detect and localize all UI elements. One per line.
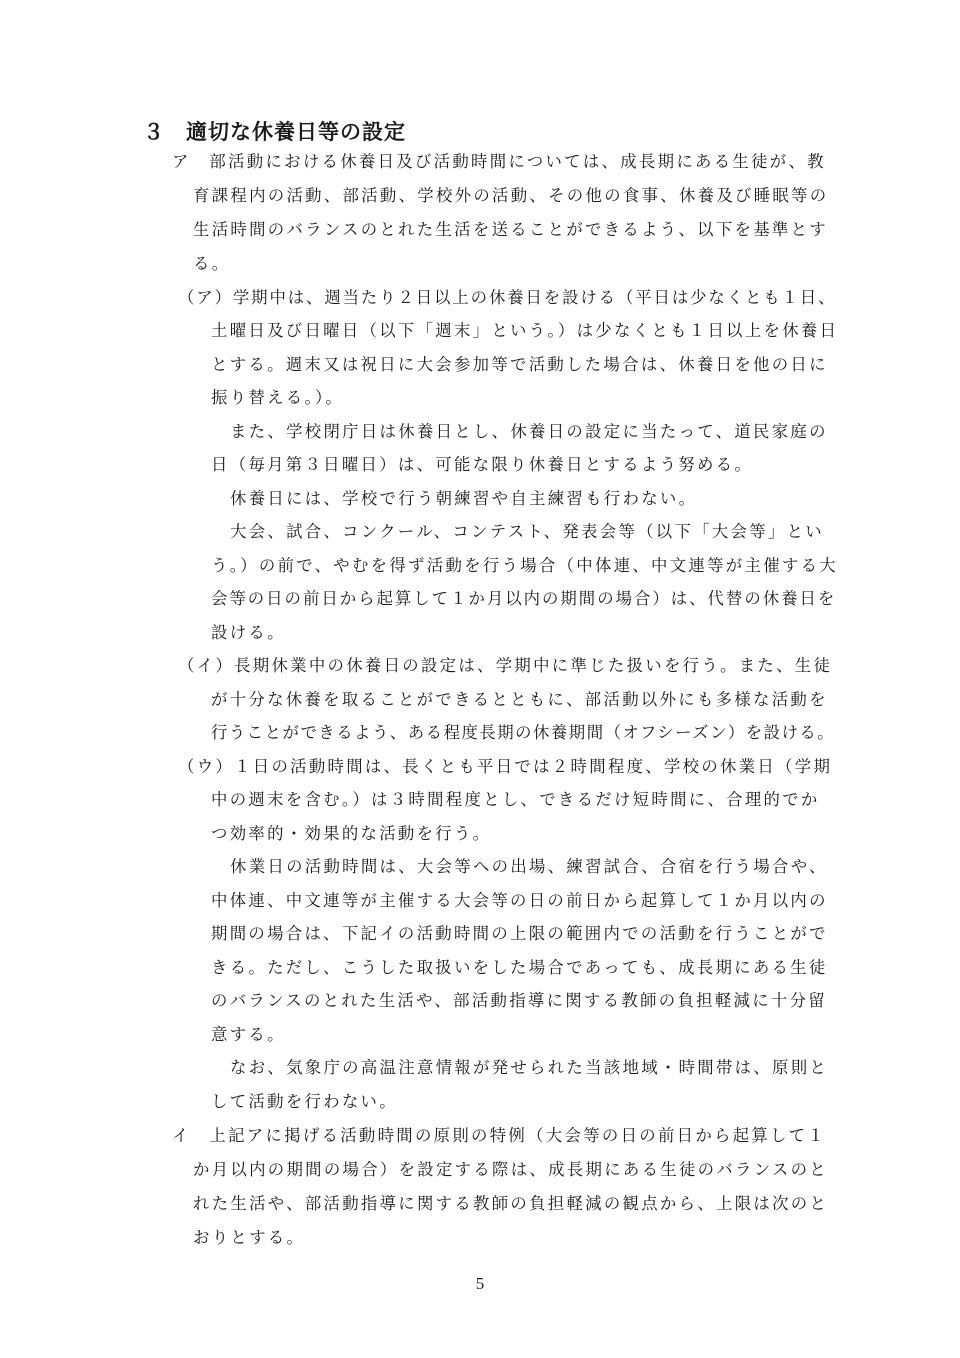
paragraph-line: れた生活や、部活動指導に関する教師の負担軽減の観点から、上限は次のと [193, 1194, 829, 1213]
paragraph-line: か月以内の期間の場合）を設定する際は、成長期にある生徒のバランスのと [193, 1160, 828, 1179]
paragraph-line: おりとする。 [193, 1228, 306, 1247]
paragraph-line: つ効率的・効果的な活動を行う。 [211, 824, 492, 843]
paragraph-line: 会等の日の前日から起算して１か月以内の期間の場合）は、代替の休養日を [211, 589, 837, 608]
paragraph-line: （ア）学期中は、週当たり２日以上の休養日を設ける（平日は少なくとも１日、 [178, 288, 837, 307]
section-number: ３ [143, 120, 165, 144]
paragraph-line: （イ）長期休業中の休養日の設定は、学期中に準じた扱いを行う。また、生徒 [178, 656, 833, 675]
paragraph-line: イ 上記アに掲げる活動時間の原則の特例（大会等の日の前日から起算して１ [172, 1126, 827, 1145]
paragraph-line: して活動を行わない。 [211, 1092, 398, 1111]
paragraph-line: のバランスのとれた生活や、部活動指導に関する教師の負担軽減に十分留 [211, 991, 827, 1010]
paragraph-line: なお、気象庁の高温注意情報が発せられた当該地域・時間帯は、原則と [230, 1058, 829, 1077]
paragraph-line: 日（毎月第３日曜日）は、可能な限り休養日とするよう努める。 [211, 455, 754, 474]
paragraph-line: る。 [193, 254, 231, 273]
paragraph-line: 設ける。 [211, 623, 286, 642]
paragraph-line: 意する。 [211, 1025, 286, 1044]
paragraph-line: とする。週末又は祝日に大会参加等で活動した場合は、休養日を他の日に [211, 355, 828, 374]
paragraph-line: また、学校閉庁日は休養日とし、休養日の設定に当たって、道民家庭の [230, 422, 828, 441]
paragraph-line: 行うことができるよう、ある程度長期の休養期間（オフシーズン）を設ける。 [211, 723, 836, 742]
section-title: 適切な休養日等の設定 [186, 120, 406, 144]
paragraph-line: 土曜日及び日曜日（以下「週末」という。）は少なくとも１日以上を休養日 [211, 321, 839, 340]
paragraph-line: 休養日には、学校で行う朝練習や自主練習も行わない。 [230, 489, 698, 508]
section-heading [143, 116, 406, 146]
paragraph-line: う。）の前で、やむを得ず活動を行う場合（中体連、中文連等が主催する大 [211, 556, 838, 575]
paragraph-line: 中の週末を含む。）は３時間程度とし、できるだけ短時間に、合理的でか [211, 790, 820, 809]
paragraph-line: 振り替える。）。 [211, 388, 345, 407]
paragraph-line: 生活時間のバランスのとれた生活を送ることができるよう、以下を基準とす [193, 220, 828, 239]
paragraph-line: （ウ）１日の活動時間は、長くとも平日では２時間程度、学校の休業日（学期 [178, 757, 833, 776]
paragraph-line: が十分な休養を取ることができるとともに、部活動以外にも多様な活動を [211, 690, 828, 709]
paragraph-line: 育課程内の活動、部活動、学校外の活動、その他の食事、休養及び睡眠等の [193, 186, 829, 205]
paragraph-line: きる。ただし、こうした取扱いをした場合であっても、成長期にある生徒 [211, 958, 828, 977]
paragraph-line: 休業日の活動時間は、大会等への出場、練習試合、合宿を行う場合や、 [230, 857, 828, 876]
paragraph-line: 中体連、中文連等が主催する大会等の日の前日から起算して１か月以内の [211, 891, 828, 910]
paragraph-line: 大会、試合、コンクール、コンテスト、発表会等（以下「大会等」とい [230, 522, 824, 541]
paragraph-line: ア 部活動における休養日及び活動時間については、成長期にある生徒が、教 [172, 152, 826, 171]
paragraph-line: 期間の場合は、下記イの活動時間の上限の範囲内での活動を行うことがで [211, 924, 828, 943]
page-number: 5 [475, 1274, 485, 1293]
